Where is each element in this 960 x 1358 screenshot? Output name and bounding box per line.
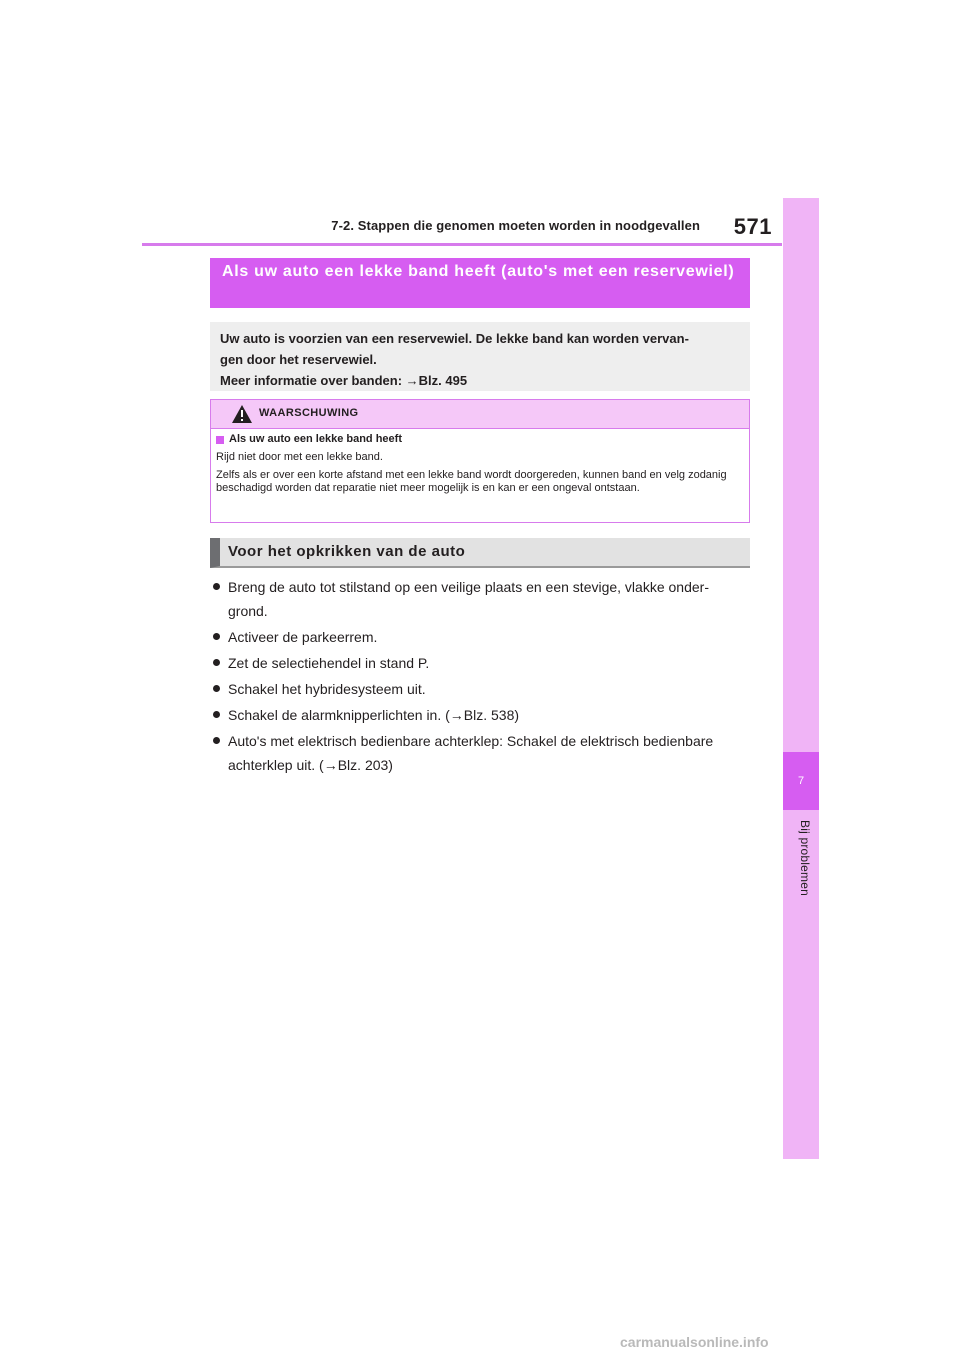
warning-subheading: [216, 433, 744, 446]
header-section-title: 7-2. Stappen die genomen moeten worden in noodgevallen: [331, 218, 700, 233]
warning-box: [210, 399, 750, 523]
list-item: [212, 651, 742, 675]
bullet-dot-icon: [213, 711, 220, 718]
list-item: [212, 703, 742, 727]
warning-line: Rijd niet door met een lekke band.: [216, 451, 383, 463]
bullet-dot-icon: [213, 583, 220, 590]
intro-line: Uw auto is voorzien van een reservewiel. De lekke band kan worden vervan-: [220, 331, 689, 346]
page-number: 571: [733, 214, 772, 239]
intro-line: Meer informatie over banden: →Blz. 495: [220, 373, 468, 388]
square-bullet-icon: [216, 436, 224, 444]
warning-title: WAARSCHUWING: [259, 407, 359, 419]
warning-header: [211, 400, 749, 429]
list-item: [212, 575, 742, 623]
intro-box: [210, 322, 750, 391]
bullet-dot-icon: [213, 685, 220, 692]
list-item: [212, 729, 742, 777]
warning-line: Zelfs als er over een korte afstand met een lekke band wordt doorgereden, kunnen band en velg zodanig beschadigd worden dat reparatie niet meer mogelijk is en kan er een ongeval ontstaan.: [216, 469, 727, 494]
list-item: [212, 625, 742, 649]
list-item-text: Breng de auto tot stilstand op een veilige plaats en een stevige, vlakke onder-grond.: [228, 579, 709, 619]
intro-line: gen door het reservewiel.: [220, 352, 377, 367]
list-item-text: Auto's met elektrisch bedienbare achterklep: Schakel de elektrisch bedienbare achterklep uit. (→Blz. 203): [228, 733, 714, 773]
jacking-steps-list: [212, 575, 742, 779]
section-heading-jacking: Voor het opkrikken van de auto: [210, 538, 750, 568]
list-item-text: Zet de selectiehendel in stand P.: [228, 655, 430, 671]
chapter-label: Bij problemen: [798, 820, 812, 896]
warning-body: [211, 429, 749, 495]
bullet-dot-icon: [213, 633, 220, 640]
list-item: [212, 677, 742, 701]
list-item-text: Schakel de alarmknipperlichten in. (→Blz. 538): [228, 707, 520, 723]
chapter-number-tab[interactable]: [783, 752, 819, 810]
warning-subheading-text: Als uw auto een lekke band heeft: [229, 433, 402, 445]
side-tab: [783, 198, 819, 1159]
bullet-dot-icon: [213, 737, 220, 744]
list-item-text: Activeer de parkeerrem.: [228, 629, 378, 645]
chapter-number: 7: [797, 775, 805, 787]
bullet-dot-icon: [213, 659, 220, 666]
watermark: carmanualsonline.info: [620, 1334, 769, 1350]
warning-triangle-icon: [231, 404, 253, 424]
header-rule: [142, 243, 782, 246]
list-item-text: Schakel het hybridesysteem uit.: [228, 681, 426, 697]
section-heading-flat-tire: Als uw auto een lekke band heeft (auto's met een reservewiel): [210, 258, 750, 308]
